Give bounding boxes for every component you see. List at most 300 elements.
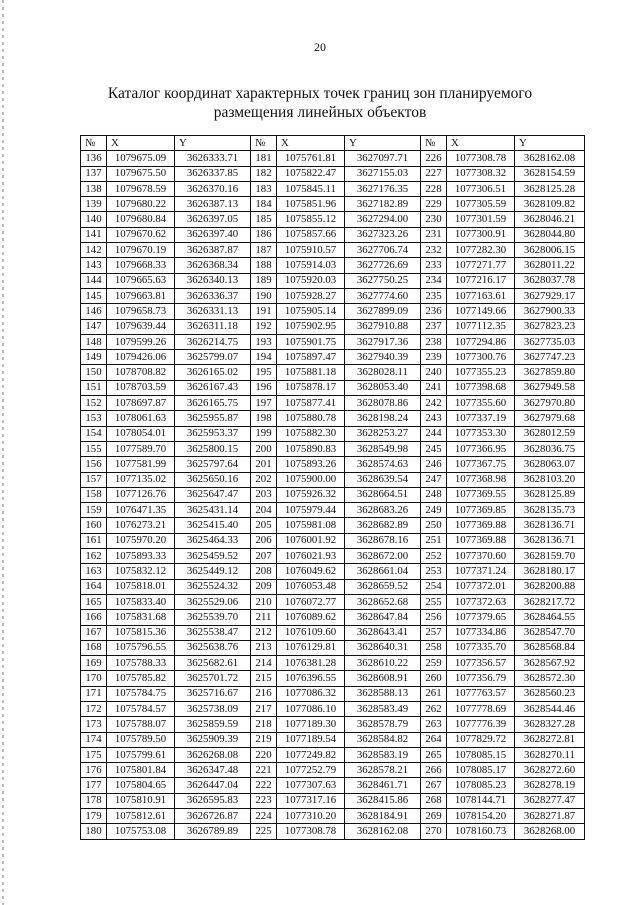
- column-header: X: [447, 136, 515, 151]
- table-row: [81, 824, 585, 839]
- x-coordinate-cell: 1077369.88: [447, 518, 515, 533]
- x-coordinate-cell: 1079680.84: [107, 212, 175, 227]
- x-coordinate-cell: 1077778.69: [447, 701, 515, 716]
- point-number-cell: 258: [421, 640, 447, 655]
- y-coordinate-cell: 3628159.70: [515, 549, 585, 564]
- x-coordinate-cell: 1079668.33: [107, 258, 175, 273]
- point-number-cell: 177: [81, 778, 107, 793]
- x-coordinate-cell: 1077189.30: [277, 717, 345, 732]
- table-row: [81, 778, 585, 793]
- y-coordinate-cell: 3628574.63: [345, 457, 421, 472]
- x-coordinate-cell: 1075914.03: [277, 258, 345, 273]
- x-coordinate-cell: 1079678.59: [107, 181, 175, 196]
- coordinates-table: [80, 135, 585, 840]
- y-coordinate-cell: 3627979.68: [515, 411, 585, 426]
- y-coordinate-cell: 3628278.19: [515, 778, 585, 793]
- y-coordinate-cell: 3628006.15: [515, 243, 585, 258]
- point-number-cell: 228: [421, 181, 447, 196]
- y-coordinate-cell: 3626447.04: [175, 778, 251, 793]
- table-row: [81, 809, 585, 824]
- y-coordinate-cell: 3626331.13: [175, 304, 251, 319]
- point-number-cell: 151: [81, 380, 107, 395]
- point-number-cell: 214: [251, 656, 277, 671]
- x-coordinate-cell: 1075789.50: [107, 732, 175, 747]
- y-coordinate-cell: 3628583.49: [345, 701, 421, 716]
- point-number-cell: 157: [81, 472, 107, 487]
- table-row: [81, 793, 585, 808]
- x-coordinate-cell: 1075799.61: [107, 747, 175, 762]
- point-number-cell: 232: [421, 243, 447, 258]
- table-row: [81, 686, 585, 701]
- y-coordinate-cell: 3628272.81: [515, 732, 585, 747]
- x-coordinate-cell: 1077355.23: [447, 365, 515, 380]
- y-coordinate-cell: 3626397.05: [175, 212, 251, 227]
- y-coordinate-cell: 3626268.08: [175, 747, 251, 762]
- point-number-cell: 166: [81, 610, 107, 625]
- y-coordinate-cell: 3625953.37: [175, 426, 251, 441]
- x-coordinate-cell: 1077086.32: [277, 686, 345, 701]
- table-row: [81, 304, 585, 319]
- table-row: [81, 243, 585, 258]
- x-coordinate-cell: 1077086.10: [277, 701, 345, 716]
- point-number-cell: 247: [421, 472, 447, 487]
- table-row: [81, 350, 585, 365]
- y-coordinate-cell: 3628647.84: [345, 610, 421, 625]
- table-row: [81, 411, 585, 426]
- y-coordinate-cell: 3627706.74: [345, 243, 421, 258]
- point-number-cell: 136: [81, 151, 107, 166]
- x-coordinate-cell: 1075812.61: [107, 809, 175, 824]
- x-coordinate-cell: 1077356.79: [447, 671, 515, 686]
- column-header: №: [81, 136, 107, 151]
- y-coordinate-cell: 3628046.21: [515, 212, 585, 227]
- y-coordinate-cell: 3628682.89: [345, 518, 421, 533]
- point-number-cell: 238: [421, 334, 447, 349]
- x-coordinate-cell: 1076109.60: [277, 625, 345, 640]
- point-number-cell: 269: [421, 809, 447, 824]
- x-coordinate-cell: 1078061.63: [107, 411, 175, 426]
- point-number-cell: 165: [81, 594, 107, 609]
- x-coordinate-cell: 1075882.30: [277, 426, 345, 441]
- point-number-cell: 158: [81, 487, 107, 502]
- point-number-cell: 142: [81, 243, 107, 258]
- x-coordinate-cell: 1075905.14: [277, 304, 345, 319]
- point-number-cell: 255: [421, 594, 447, 609]
- point-number-cell: 186: [251, 227, 277, 242]
- y-coordinate-cell: 3628277.47: [515, 793, 585, 808]
- y-coordinate-cell: 3628253.27: [345, 426, 421, 441]
- x-coordinate-cell: 1078160.73: [447, 824, 515, 839]
- x-coordinate-cell: 1075804.65: [107, 778, 175, 793]
- point-number-cell: 189: [251, 273, 277, 288]
- x-coordinate-cell: 1077112.35: [447, 319, 515, 334]
- column-header: X: [277, 136, 345, 151]
- x-coordinate-cell: 1076471.35: [107, 503, 175, 518]
- x-coordinate-cell: 1075832.12: [107, 564, 175, 579]
- y-coordinate-cell: 3625716.67: [175, 686, 251, 701]
- y-coordinate-cell: 3628136.71: [515, 533, 585, 548]
- scan-edge: [2, 0, 4, 905]
- table-row: [81, 564, 585, 579]
- y-coordinate-cell: 3628180.17: [515, 564, 585, 579]
- x-coordinate-cell: 1078154.20: [447, 809, 515, 824]
- x-coordinate-cell: 1075910.57: [277, 243, 345, 258]
- x-coordinate-cell: 1079663.81: [107, 288, 175, 303]
- point-number-cell: 195: [251, 365, 277, 380]
- y-coordinate-cell: 3625539.70: [175, 610, 251, 625]
- point-number-cell: 193: [251, 334, 277, 349]
- point-number-cell: 154: [81, 426, 107, 441]
- x-coordinate-cell: 1079658.73: [107, 304, 175, 319]
- y-coordinate-cell: 3625799.07: [175, 350, 251, 365]
- point-number-cell: 240: [421, 365, 447, 380]
- y-coordinate-cell: 3626387.87: [175, 243, 251, 258]
- table-row: [81, 472, 585, 487]
- x-coordinate-cell: 1076049.62: [277, 564, 345, 579]
- x-coordinate-cell: 1077589.70: [107, 441, 175, 456]
- y-coordinate-cell: 3628640.31: [345, 640, 421, 655]
- x-coordinate-cell: 1078708.82: [107, 365, 175, 380]
- table-row: [81, 273, 585, 288]
- x-coordinate-cell: 1075851.96: [277, 197, 345, 212]
- x-coordinate-cell: 1075801.84: [107, 763, 175, 778]
- point-number-cell: 234: [421, 273, 447, 288]
- x-coordinate-cell: 1077763.57: [447, 686, 515, 701]
- point-number-cell: 144: [81, 273, 107, 288]
- table-row: [81, 625, 585, 640]
- x-coordinate-cell: 1075902.95: [277, 319, 345, 334]
- point-number-cell: 246: [421, 457, 447, 472]
- y-coordinate-cell: 3627176.35: [345, 181, 421, 196]
- x-coordinate-cell: 1075979.44: [277, 503, 345, 518]
- x-coordinate-cell: 1075890.83: [277, 441, 345, 456]
- point-number-cell: 210: [251, 594, 277, 609]
- point-number-cell: 237: [421, 319, 447, 334]
- y-coordinate-cell: 3628272.60: [515, 763, 585, 778]
- y-coordinate-cell: 3628109.82: [515, 197, 585, 212]
- point-number-cell: 199: [251, 426, 277, 441]
- y-coordinate-cell: 3627823.23: [515, 319, 585, 334]
- point-number-cell: 175: [81, 747, 107, 762]
- y-coordinate-cell: 3627940.39: [345, 350, 421, 365]
- x-coordinate-cell: 1077317.16: [277, 793, 345, 808]
- point-number-cell: 223: [251, 793, 277, 808]
- table-row: [81, 533, 585, 548]
- x-coordinate-cell: 1079680.22: [107, 197, 175, 212]
- y-coordinate-cell: 3628583.19: [345, 747, 421, 762]
- point-number-cell: 197: [251, 396, 277, 411]
- y-coordinate-cell: 3627899.09: [345, 304, 421, 319]
- point-number-cell: 225: [251, 824, 277, 839]
- point-number-cell: 163: [81, 564, 107, 579]
- y-coordinate-cell: 3627859.80: [515, 365, 585, 380]
- point-number-cell: 150: [81, 365, 107, 380]
- point-number-cell: 187: [251, 243, 277, 258]
- y-coordinate-cell: 3627155.03: [345, 166, 421, 181]
- point-number-cell: 235: [421, 288, 447, 303]
- y-coordinate-cell: 3626789.89: [175, 824, 251, 839]
- y-coordinate-cell: 3628578.79: [345, 717, 421, 732]
- x-coordinate-cell: 1077310.20: [277, 809, 345, 824]
- y-coordinate-cell: 3625415.40: [175, 518, 251, 533]
- point-number-cell: 203: [251, 487, 277, 502]
- table-row: [81, 640, 585, 655]
- x-coordinate-cell: 1076396.55: [277, 671, 345, 686]
- point-number-cell: 181: [251, 151, 277, 166]
- x-coordinate-cell: 1075822.47: [277, 166, 345, 181]
- y-coordinate-cell: 3625647.47: [175, 487, 251, 502]
- point-number-cell: 220: [251, 747, 277, 762]
- point-number-cell: 256: [421, 610, 447, 625]
- point-number-cell: 241: [421, 380, 447, 395]
- point-number-cell: 178: [81, 793, 107, 808]
- x-coordinate-cell: 1077379.65: [447, 610, 515, 625]
- x-coordinate-cell: 1075880.78: [277, 411, 345, 426]
- point-number-cell: 262: [421, 701, 447, 716]
- y-coordinate-cell: 3627970.80: [515, 396, 585, 411]
- y-coordinate-cell: 3628053.40: [345, 380, 421, 395]
- point-number-cell: 218: [251, 717, 277, 732]
- title-line-1: Каталог координат характерных точек границ зон планируемого: [107, 85, 533, 102]
- point-number-cell: 221: [251, 763, 277, 778]
- point-number-cell: 168: [81, 640, 107, 655]
- y-coordinate-cell: 3627900.33: [515, 304, 585, 319]
- point-number-cell: 248: [421, 487, 447, 502]
- x-coordinate-cell: 1075796.55: [107, 640, 175, 655]
- y-coordinate-cell: 3628639.54: [345, 472, 421, 487]
- point-number-cell: 141: [81, 227, 107, 242]
- x-coordinate-cell: 1076072.77: [277, 594, 345, 609]
- point-number-cell: 229: [421, 197, 447, 212]
- x-coordinate-cell: 1079665.63: [107, 273, 175, 288]
- x-coordinate-cell: 1075831.68: [107, 610, 175, 625]
- table-row: [81, 763, 585, 778]
- table-row: [81, 503, 585, 518]
- point-number-cell: 208: [251, 564, 277, 579]
- table-body: [81, 151, 585, 839]
- point-number-cell: 143: [81, 258, 107, 273]
- y-coordinate-cell: 3628271.87: [515, 809, 585, 824]
- table-row: [81, 610, 585, 625]
- point-number-cell: 259: [421, 656, 447, 671]
- y-coordinate-cell: 3626397.40: [175, 227, 251, 242]
- point-number-cell: 162: [81, 549, 107, 564]
- y-coordinate-cell: 3628011.22: [515, 258, 585, 273]
- point-number-cell: 265: [421, 747, 447, 762]
- y-coordinate-cell: 3628678.16: [345, 533, 421, 548]
- y-coordinate-cell: 3628643.41: [345, 625, 421, 640]
- point-number-cell: 266: [421, 763, 447, 778]
- y-coordinate-cell: 3628544.46: [515, 701, 585, 716]
- x-coordinate-cell: 1078144.71: [447, 793, 515, 808]
- y-coordinate-cell: 3628560.23: [515, 686, 585, 701]
- x-coordinate-cell: 1077149.66: [447, 304, 515, 319]
- y-coordinate-cell: 3628268.00: [515, 824, 585, 839]
- y-coordinate-cell: 3627182.89: [345, 197, 421, 212]
- point-number-cell: 213: [251, 640, 277, 655]
- x-coordinate-cell: 1077355.60: [447, 396, 515, 411]
- point-number-cell: 233: [421, 258, 447, 273]
- y-coordinate-cell: 3627323.26: [345, 227, 421, 242]
- x-coordinate-cell: 1077366.95: [447, 441, 515, 456]
- document-title: [80, 84, 560, 122]
- table-row: [81, 747, 585, 762]
- point-number-cell: 138: [81, 181, 107, 196]
- point-number-cell: 231: [421, 227, 447, 242]
- point-number-cell: 243: [421, 411, 447, 426]
- x-coordinate-cell: 1077163.61: [447, 288, 515, 303]
- x-coordinate-cell: 1075928.27: [277, 288, 345, 303]
- y-coordinate-cell: 3628063.07: [515, 457, 585, 472]
- y-coordinate-cell: 3628652.68: [345, 594, 421, 609]
- table-row: [81, 227, 585, 242]
- point-number-cell: 152: [81, 396, 107, 411]
- y-coordinate-cell: 3628415.86: [345, 793, 421, 808]
- table-header-row: [81, 136, 585, 151]
- x-coordinate-cell: 1077369.55: [447, 487, 515, 502]
- point-number-cell: 215: [251, 671, 277, 686]
- point-number-cell: 242: [421, 396, 447, 411]
- y-coordinate-cell: 3625909.39: [175, 732, 251, 747]
- y-coordinate-cell: 3628464.55: [515, 610, 585, 625]
- x-coordinate-cell: 1075900.00: [277, 472, 345, 487]
- y-coordinate-cell: 3628578.21: [345, 763, 421, 778]
- column-header: X: [107, 136, 175, 151]
- x-coordinate-cell: 1075893.33: [107, 549, 175, 564]
- x-coordinate-cell: 1077370.60: [447, 549, 515, 564]
- y-coordinate-cell: 3628610.22: [345, 656, 421, 671]
- y-coordinate-cell: 3626311.18: [175, 319, 251, 334]
- y-coordinate-cell: 3628588.13: [345, 686, 421, 701]
- column-header: Y: [345, 136, 421, 151]
- x-coordinate-cell: 1075761.81: [277, 151, 345, 166]
- y-coordinate-cell: 3626333.71: [175, 151, 251, 166]
- table-row: [81, 181, 585, 196]
- y-coordinate-cell: 3626347.48: [175, 763, 251, 778]
- y-coordinate-cell: 3625797.64: [175, 457, 251, 472]
- y-coordinate-cell: 3628028.11: [345, 365, 421, 380]
- x-coordinate-cell: 1077372.01: [447, 579, 515, 594]
- x-coordinate-cell: 1075785.82: [107, 671, 175, 686]
- y-coordinate-cell: 3626387.13: [175, 197, 251, 212]
- page-number: 20: [314, 40, 326, 54]
- point-number-cell: 156: [81, 457, 107, 472]
- x-coordinate-cell: 1077301.59: [447, 212, 515, 227]
- x-coordinate-cell: 1075855.12: [277, 212, 345, 227]
- y-coordinate-cell: 3628078.86: [345, 396, 421, 411]
- x-coordinate-cell: 1077367.75: [447, 457, 515, 472]
- y-coordinate-cell: 3626165.75: [175, 396, 251, 411]
- table-row: [81, 656, 585, 671]
- y-coordinate-cell: 3627910.88: [345, 319, 421, 334]
- point-number-cell: 194: [251, 350, 277, 365]
- table-row: [81, 212, 585, 227]
- point-number-cell: 180: [81, 824, 107, 839]
- point-number-cell: 264: [421, 732, 447, 747]
- x-coordinate-cell: 1077307.63: [277, 778, 345, 793]
- table-row: [81, 288, 585, 303]
- point-number-cell: 249: [421, 503, 447, 518]
- table-row: [81, 457, 585, 472]
- y-coordinate-cell: 3628184.91: [345, 809, 421, 824]
- y-coordinate-cell: 3626167.43: [175, 380, 251, 395]
- point-number-cell: 222: [251, 778, 277, 793]
- point-number-cell: 207: [251, 549, 277, 564]
- x-coordinate-cell: 1079675.50: [107, 166, 175, 181]
- point-number-cell: 202: [251, 472, 277, 487]
- y-coordinate-cell: 3628659.52: [345, 579, 421, 594]
- y-coordinate-cell: 3625638.76: [175, 640, 251, 655]
- x-coordinate-cell: 1079670.62: [107, 227, 175, 242]
- column-header: Y: [175, 136, 251, 151]
- x-coordinate-cell: 1077335.70: [447, 640, 515, 655]
- y-coordinate-cell: 3628103.20: [515, 472, 585, 487]
- x-coordinate-cell: 1077372.63: [447, 594, 515, 609]
- x-coordinate-cell: 1075878.17: [277, 380, 345, 395]
- x-coordinate-cell: 1076273.21: [107, 518, 175, 533]
- x-coordinate-cell: 1075877.41: [277, 396, 345, 411]
- y-coordinate-cell: 3626726.87: [175, 809, 251, 824]
- y-coordinate-cell: 3628461.71: [345, 778, 421, 793]
- y-coordinate-cell: 3625701.72: [175, 671, 251, 686]
- y-coordinate-cell: 3627774.60: [345, 288, 421, 303]
- table-row: [81, 441, 585, 456]
- x-coordinate-cell: 1077271.77: [447, 258, 515, 273]
- point-number-cell: 182: [251, 166, 277, 181]
- point-number-cell: 244: [421, 426, 447, 441]
- x-coordinate-cell: 1075815.36: [107, 625, 175, 640]
- table-row: [81, 365, 585, 380]
- x-coordinate-cell: 1077371.24: [447, 564, 515, 579]
- point-number-cell: 192: [251, 319, 277, 334]
- point-number-cell: 205: [251, 518, 277, 533]
- y-coordinate-cell: 3626214.75: [175, 334, 251, 349]
- x-coordinate-cell: 1075970.20: [107, 533, 175, 548]
- point-number-cell: 257: [421, 625, 447, 640]
- x-coordinate-cell: 1075753.08: [107, 824, 175, 839]
- point-number-cell: 183: [251, 181, 277, 196]
- x-coordinate-cell: 1075833.40: [107, 594, 175, 609]
- x-coordinate-cell: 1075881.18: [277, 365, 345, 380]
- point-number-cell: 198: [251, 411, 277, 426]
- y-coordinate-cell: 3628125.28: [515, 181, 585, 196]
- table-row: [81, 701, 585, 716]
- x-coordinate-cell: 1076129.81: [277, 640, 345, 655]
- y-coordinate-cell: 3625800.15: [175, 441, 251, 456]
- y-coordinate-cell: 3625955.87: [175, 411, 251, 426]
- point-number-cell: 261: [421, 686, 447, 701]
- x-coordinate-cell: 1077252.79: [277, 763, 345, 778]
- point-number-cell: 185: [251, 212, 277, 227]
- y-coordinate-cell: 3625682.61: [175, 656, 251, 671]
- x-coordinate-cell: 1078085.23: [447, 778, 515, 793]
- x-coordinate-cell: 1077398.68: [447, 380, 515, 395]
- point-number-cell: 268: [421, 793, 447, 808]
- table-row: [81, 334, 585, 349]
- point-number-cell: 160: [81, 518, 107, 533]
- point-number-cell: 209: [251, 579, 277, 594]
- table-row: [81, 579, 585, 594]
- y-coordinate-cell: 3625524.32: [175, 579, 251, 594]
- y-coordinate-cell: 3628154.59: [515, 166, 585, 181]
- y-coordinate-cell: 3626595.83: [175, 793, 251, 808]
- x-coordinate-cell: 1075784.57: [107, 701, 175, 716]
- x-coordinate-cell: 1077135.02: [107, 472, 175, 487]
- point-number-cell: 176: [81, 763, 107, 778]
- point-number-cell: 161: [81, 533, 107, 548]
- x-coordinate-cell: 1075901.75: [277, 334, 345, 349]
- point-number-cell: 219: [251, 732, 277, 747]
